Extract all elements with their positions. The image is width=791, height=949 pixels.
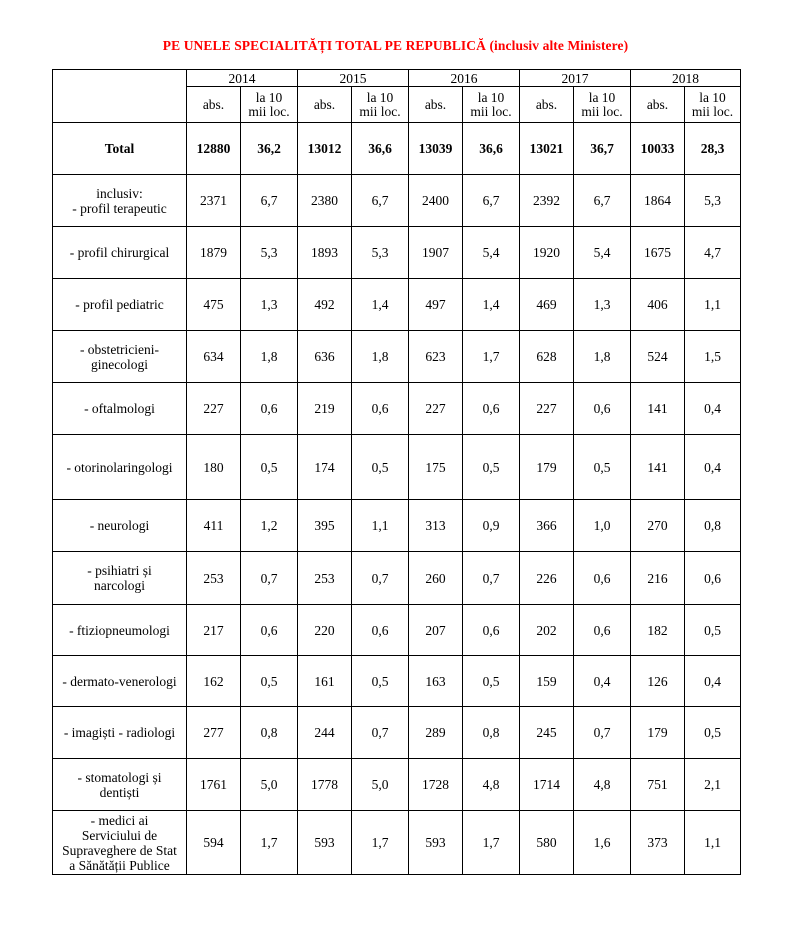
abs-value-cell: 634 [187,331,241,383]
table-row [53,759,741,811]
abs-value-cell: 1879 [187,227,241,279]
rate-value-cell: 0,4 [685,383,741,435]
row-label-line: - otorinolaringologi [66,459,173,475]
rate-value-cell: 1,8 [352,331,409,383]
sub-header-rate-line: mii loc. [359,103,401,119]
sub-header-rate-line: la 10 [255,89,283,105]
sub-header-rate-line: la 10 [588,89,616,105]
abs-value-cell: 159 [520,656,574,707]
abs-value-cell: 406 [631,279,685,331]
rate-value-cell: 4,7 [685,227,741,279]
abs-value-cell: 593 [409,811,463,875]
table-row [53,435,741,500]
rate-value-cell: 5,4 [574,227,631,279]
row-label-line: - obstetricieni- [79,341,160,357]
rate-value-cell: 0,5 [463,656,520,707]
row-label [53,279,187,331]
rate-value-cell: 6,7 [352,175,409,227]
year-header: 2016 [409,70,520,87]
sub-header-rate [685,87,741,123]
row-label [53,811,187,875]
rate-value-cell: 1,3 [241,279,298,331]
rate-value-cell: 0,5 [241,656,298,707]
row-label-line: dentiști [99,784,140,800]
rate-value-cell: 0,5 [463,435,520,500]
rate-value-cell: 0,6 [241,383,298,435]
abs-value-cell: 260 [409,552,463,605]
rate-value-cell: 0,4 [685,435,741,500]
abs-value-cell: 1893 [298,227,352,279]
row-label-line: - stomatologi și [77,769,162,785]
row-label [53,175,187,227]
row-label-line: - neurologi [89,518,150,533]
table-row [53,811,741,875]
rate-value-cell: 5,3 [685,175,741,227]
abs-value-cell: 492 [298,279,352,331]
rate-value-cell: 0,8 [241,707,298,759]
sub-header-abs: abs. [409,87,463,123]
rate-value-cell: 1,7 [352,811,409,875]
abs-value-cell: 628 [520,331,574,383]
abs-value-cell: 313 [409,500,463,552]
rate-value-cell: 1,4 [352,279,409,331]
row-label-line: - oftalmologi [84,401,155,416]
rate-value-cell: 0,5 [685,605,741,656]
abs-value-cell: 1864 [631,175,685,227]
sub-header-rate-line: la 10 [477,89,505,105]
page-title: PE UNELE SPECIALITĂȚI TOTAL PE REPUBLICĂ (inclusiv alte Ministere) [162,38,629,53]
rate-value-cell: 1,1 [685,811,741,875]
abs-value-cell: 161 [298,656,352,707]
abs-value-cell: 162 [187,656,241,707]
rate-value-cell: 1,7 [463,331,520,383]
rate-value-cell: 6,7 [574,175,631,227]
abs-value-cell: 1907 [409,227,463,279]
rate-value-cell: 1,4 [463,279,520,331]
row-label-line: - medici ai [90,812,149,828]
rate-value-cell: 36,2 [241,123,298,175]
abs-value-cell: 13039 [409,123,463,175]
abs-value-cell: 289 [409,707,463,759]
abs-value-cell: 593 [298,811,352,875]
table-row [53,279,741,331]
row-label-line: - imagiști - radiologi [63,725,176,740]
sub-header-rate-line: mii loc. [470,103,512,119]
rate-value-cell: 4,8 [574,759,631,811]
rate-value-cell: 1,1 [352,500,409,552]
rate-value-cell: 0,6 [352,383,409,435]
year-header: 2015 [298,70,409,87]
rate-value-cell: 0,4 [685,656,741,707]
table-row [53,383,741,435]
abs-value-cell: 253 [298,552,352,605]
year-header: 2018 [631,70,741,87]
row-label [53,123,187,175]
row-label [53,605,187,656]
abs-value-cell: 179 [631,707,685,759]
abs-value-cell: 141 [631,383,685,435]
rate-value-cell: 1,5 [685,331,741,383]
abs-value-cell: 623 [409,331,463,383]
sub-header-abs: abs. [187,87,241,123]
sub-header-rate-line: la 10 [366,89,394,105]
rate-value-cell: 5,4 [463,227,520,279]
rate-value-cell: 6,7 [241,175,298,227]
rate-value-cell: 0,7 [241,552,298,605]
table-row [53,500,741,552]
abs-value-cell: 1728 [409,759,463,811]
abs-value-cell: 219 [298,383,352,435]
abs-value-cell: 366 [520,500,574,552]
abs-value-cell: 469 [520,279,574,331]
rate-value-cell: 1,8 [241,331,298,383]
row-label-line: inclusiv: [96,185,143,201]
sub-header-rate-line: mii loc. [581,103,623,119]
specialists-table [52,69,741,875]
rate-value-cell: 0,7 [352,707,409,759]
rate-value-cell: 0,6 [574,605,631,656]
abs-value-cell: 13012 [298,123,352,175]
abs-value-cell: 244 [298,707,352,759]
row-label-line: - profil pediatric [75,297,164,312]
row-label [53,552,187,605]
abs-value-cell: 2380 [298,175,352,227]
rate-value-cell: 0,5 [352,435,409,500]
rate-value-cell: 0,5 [574,435,631,500]
rate-value-cell: 36,7 [574,123,631,175]
rate-value-cell: 5,3 [352,227,409,279]
row-label-line: - profil terapeutic [72,200,167,216]
rate-value-cell: 0,5 [685,707,741,759]
abs-value-cell: 180 [187,435,241,500]
rate-value-cell: 1,2 [241,500,298,552]
row-label-line: a Sănătății Publice [69,857,170,873]
abs-value-cell: 220 [298,605,352,656]
abs-value-cell: 395 [298,500,352,552]
row-label [53,435,187,500]
rate-value-cell: 0,5 [241,435,298,500]
row-label [53,707,187,759]
abs-value-cell: 227 [187,383,241,435]
rate-value-cell: 0,7 [352,552,409,605]
row-label-line: Total [104,141,135,156]
abs-value-cell: 226 [520,552,574,605]
year-header-row [53,70,741,87]
rate-value-cell: 1,6 [574,811,631,875]
rate-value-cell: 4,8 [463,759,520,811]
year-header: 2017 [520,70,631,87]
abs-value-cell: 1714 [520,759,574,811]
abs-value-cell: 594 [187,811,241,875]
abs-value-cell: 10033 [631,123,685,175]
rate-value-cell: 0,6 [352,605,409,656]
table-row [53,331,741,383]
sub-header-abs: abs. [520,87,574,123]
abs-value-cell: 277 [187,707,241,759]
sub-header-rate [241,87,298,123]
row-label-line: - psihiatri și [87,563,152,578]
rate-value-cell: 0,5 [352,656,409,707]
sub-header-abs: abs. [298,87,352,123]
abs-value-cell: 182 [631,605,685,656]
abs-value-cell: 245 [520,707,574,759]
row-label-line: narcologi [94,578,145,593]
abs-value-cell: 636 [298,331,352,383]
rate-value-cell: 1,8 [574,331,631,383]
abs-value-cell: 12880 [187,123,241,175]
row-label-line: - ftiziopneumologi [69,622,170,638]
row-label-line: - profil chirurgical [69,245,170,260]
row-label [53,759,187,811]
sub-header-rate [463,87,520,123]
abs-value-cell: 373 [631,811,685,875]
rate-value-cell: 5,0 [352,759,409,811]
rate-value-cell: 0,8 [685,500,741,552]
rate-value-cell: 5,0 [241,759,298,811]
abs-value-cell: 227 [409,383,463,435]
abs-value-cell: 497 [409,279,463,331]
rate-value-cell: 1,3 [574,279,631,331]
abs-value-cell: 524 [631,331,685,383]
abs-value-cell: 253 [187,552,241,605]
abs-value-cell: 126 [631,656,685,707]
abs-value-cell: 163 [409,656,463,707]
abs-value-cell: 1675 [631,227,685,279]
abs-value-cell: 13021 [520,123,574,175]
rate-value-cell: 5,3 [241,227,298,279]
abs-value-cell: 475 [187,279,241,331]
table-row [53,552,741,605]
abs-value-cell: 175 [409,435,463,500]
rate-value-cell: 1,0 [574,500,631,552]
sub-header-rate-line: mii loc. [248,103,290,119]
table-row [53,707,741,759]
sub-header-abs: abs. [631,87,685,123]
sub-header-rate-line: la 10 [699,89,726,105]
rate-value-cell: 1,7 [241,811,298,875]
rate-value-cell: 0,6 [574,383,631,435]
abs-value-cell: 270 [631,500,685,552]
abs-value-cell: 2371 [187,175,241,227]
row-label-line: - dermato-venerologi [62,673,177,689]
abs-value-cell: 2400 [409,175,463,227]
table-row [53,227,741,279]
rate-value-cell: 28,3 [685,123,741,175]
rate-value-cell: 1,7 [463,811,520,875]
abs-value-cell: 1920 [520,227,574,279]
rate-value-cell: 0,6 [685,552,741,605]
table-row [53,123,741,175]
abs-value-cell: 141 [631,435,685,500]
row-label [53,383,187,435]
year-header: 2014 [187,70,298,87]
rate-value-cell: 0,6 [463,605,520,656]
rate-value-cell: 36,6 [463,123,520,175]
abs-value-cell: 217 [187,605,241,656]
abs-value-cell: 751 [631,759,685,811]
row-label-line: Serviciului de [81,827,158,843]
table-row [53,605,741,656]
sub-header-rate [352,87,409,123]
header-corner-cell [53,70,187,123]
sub-header-rate-line: mii loc. [691,103,734,119]
abs-value-cell: 227 [520,383,574,435]
row-label-line: ginecologi [91,356,148,372]
abs-value-cell: 207 [409,605,463,656]
rate-value-cell: 0,6 [463,383,520,435]
row-label [53,500,187,552]
abs-value-cell: 411 [187,500,241,552]
abs-value-cell: 1761 [187,759,241,811]
rate-value-cell: 2,1 [685,759,741,811]
row-label [53,656,187,707]
sub-header-rate [574,87,631,123]
rate-value-cell: 0,7 [574,707,631,759]
row-label [53,227,187,279]
rate-value-cell: 6,7 [463,175,520,227]
row-label [53,331,187,383]
rate-value-cell: 0,4 [574,656,631,707]
abs-value-cell: 174 [298,435,352,500]
rate-value-cell: 36,6 [352,123,409,175]
abs-value-cell: 179 [520,435,574,500]
rate-value-cell: 0,9 [463,500,520,552]
abs-value-cell: 216 [631,552,685,605]
rate-value-cell: 0,7 [463,552,520,605]
rate-value-cell: 1,1 [685,279,741,331]
table-row [53,656,741,707]
abs-value-cell: 1778 [298,759,352,811]
rate-value-cell: 0,6 [574,552,631,605]
abs-value-cell: 580 [520,811,574,875]
rate-value-cell: 0,8 [463,707,520,759]
row-label-line: Supraveghere de Stat [62,842,177,858]
table-row [53,175,741,227]
rate-value-cell: 0,6 [241,605,298,656]
abs-value-cell: 2392 [520,175,574,227]
abs-value-cell: 202 [520,605,574,656]
